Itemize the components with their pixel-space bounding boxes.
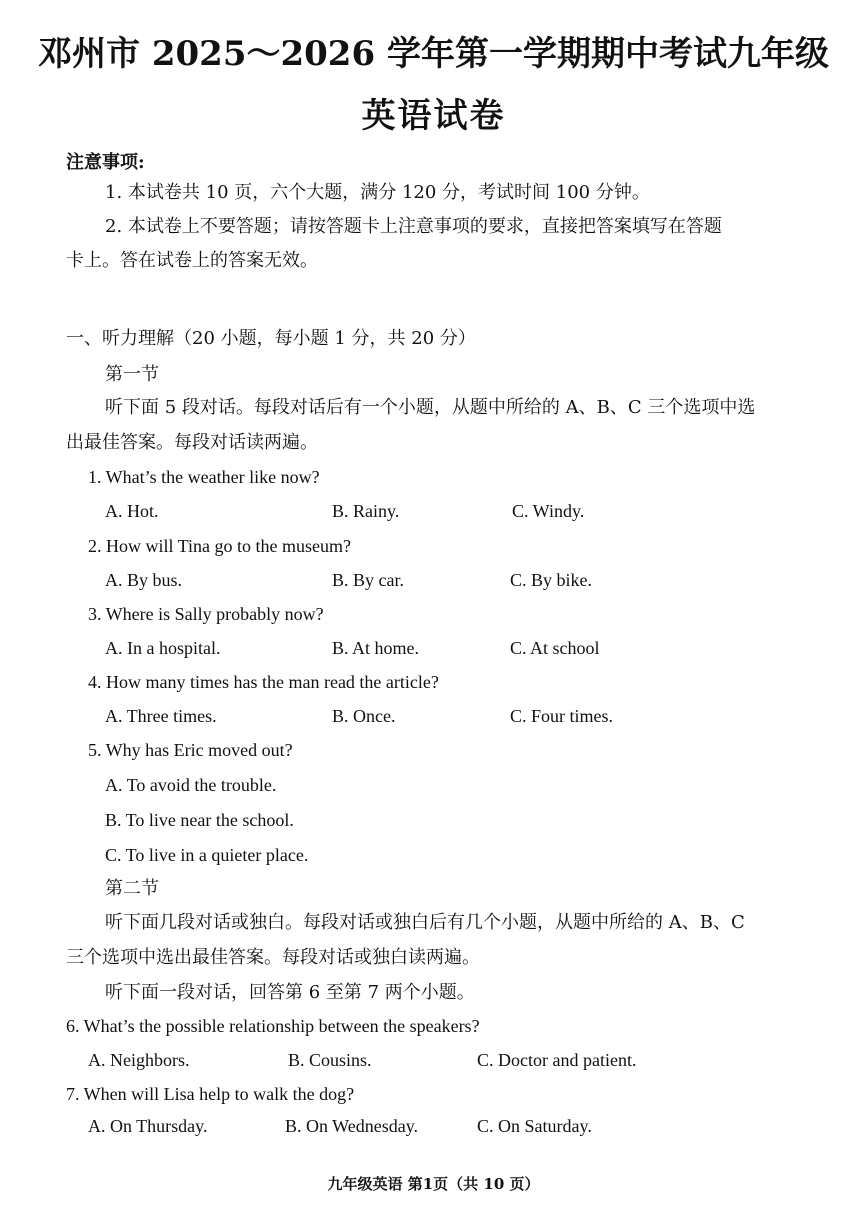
question-4: 4. How many times has the man read the article? [88, 672, 439, 692]
question-2-option-b: B. By car. [332, 570, 404, 590]
exam-subtitle: 英语试卷 [361, 96, 506, 136]
part-2-instructions-line-2: 三个选项中选出最佳答案。每段对话或独白读两遍。 [66, 947, 480, 968]
question-5-option-b: B. To live near the school. [105, 810, 294, 830]
question-1-option-b: B. Rainy. [332, 501, 400, 521]
question-6-option-a: A. Neighbors. [88, 1050, 190, 1070]
notes-item-2-line-2: 卡上。答在试卷上的答案无效。 [66, 250, 318, 271]
question-7-option-a: A. On Thursday. [88, 1116, 208, 1136]
question-1-option-a: A. Hot. [105, 501, 159, 521]
question-3-option-c: C. At school [510, 638, 600, 658]
question-6: 6. What’s the possible relationship between the speakers? [66, 1016, 480, 1036]
question-2-option-c: C. By bike. [510, 570, 593, 590]
question-2: 2. How will Tina go to the museum? [88, 536, 352, 556]
question-4-option-a: A. Three times. [105, 706, 217, 726]
question-6-option-c: C. Doctor and patient. [477, 1050, 637, 1070]
question-1-option-c: C. Windy. [512, 501, 585, 521]
question-4-option-b: B. Once. [332, 706, 396, 726]
part-2-instructions-line-3: 听下面一段对话，回答第 6 至第 7 两个小题。 [105, 982, 475, 1003]
question-5-option-c: C. To live in a quieter place. [105, 845, 309, 865]
question-3-option-b: B. At home. [332, 638, 420, 658]
part-2-label: 第二节 [105, 878, 159, 899]
part-1-instructions-line-1: 听下面 5 段对话。每段对话后有一个小题，从题中所给的 A、B、C 三个选项中选 [105, 397, 756, 418]
question-3: 3. Where is Sally probably now? [88, 604, 324, 624]
question-2-option-a: A. By bus. [105, 570, 183, 590]
page-footer: 九年级英语 第1页（共 10 页） [327, 1175, 540, 1193]
question-7-option-b: B. On Wednesday. [285, 1116, 419, 1136]
notes-item-2-line-1: 2. 本试卷上不要答题；请按答题卡上注意事项的要求，直接把答案填写在答题 [105, 216, 722, 237]
notes-item-1: 1. 本试卷共 10 页，六个大题，满分 120 分，考试时间 100 分钟。 [105, 182, 650, 203]
question-3-option-a: A. In a hospital. [105, 638, 221, 658]
part-2-instructions-line-1: 听下面几段对话或独白。每段对话或独白后有几个小题，从题中所给的 A、B、C [105, 912, 745, 933]
part-1-label: 第一节 [105, 364, 159, 385]
question-4-option-c: C. Four times. [510, 706, 614, 726]
question-5-option-a: A. To avoid the trouble. [105, 775, 277, 795]
question-1: 1. What’s the weather like now? [88, 467, 320, 487]
question-7-option-c: C. On Saturday. [477, 1116, 592, 1136]
question-5: 5. Why has Eric moved out? [88, 740, 293, 760]
exam-title: 邓州市 2025～2026 学年第一学期期中考试九年级 [38, 34, 829, 74]
question-7: 7. When will Lisa help to walk the dog? [66, 1084, 355, 1104]
part-1-instructions-line-2: 出最佳答案。每段对话读两遍。 [66, 432, 318, 453]
question-6-option-b: B. Cousins. [288, 1050, 372, 1070]
section-heading-listening: 一、听力理解（20 小题，每小题 1 分，共 20 分） [66, 328, 476, 349]
notes-heading: 注意事项: [66, 152, 145, 173]
